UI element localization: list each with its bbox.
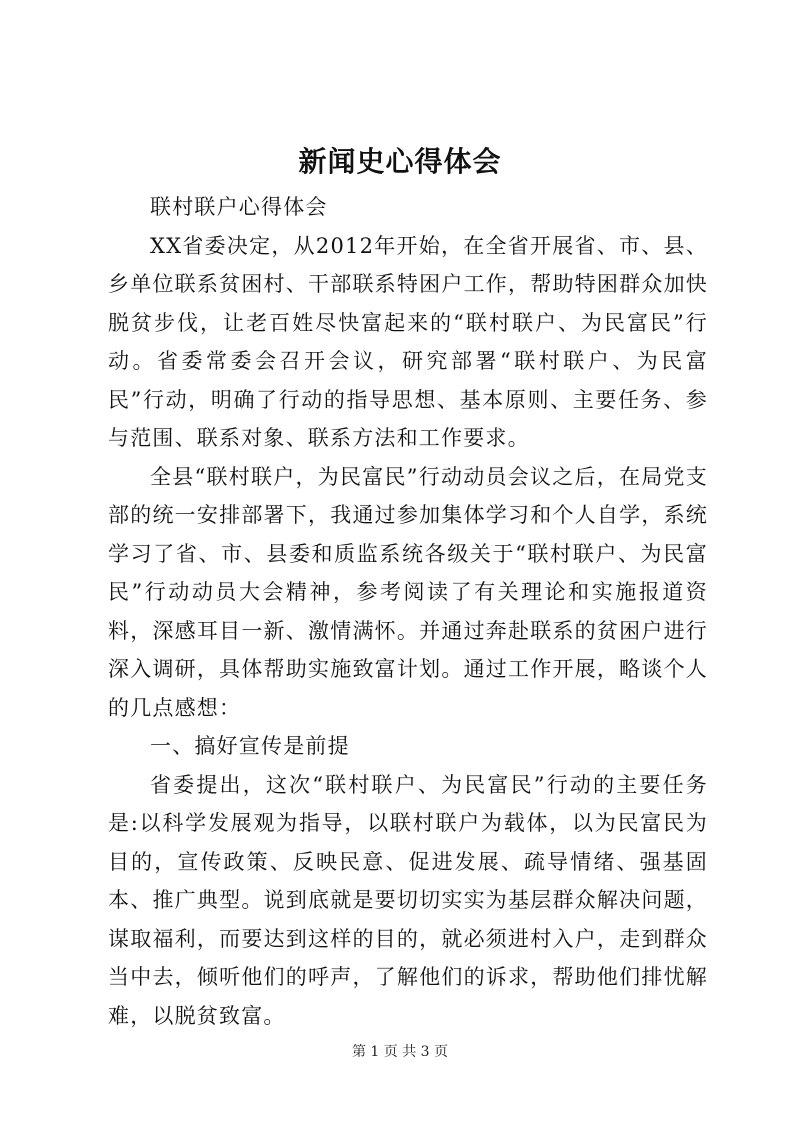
body-paragraph-2: 全县“联村联户，为民富民”行动动员会议之后，在局党支部的统一安排部署下，我通过参加集体学习和个人自学，系统学习了省、市、县委和质监系统各级关于“联村联户、为民富民”行动动员大会精神，参考阅读了有关理论和实施报道资料，深感耳目一新、激情满怀。并通过奔赴联系的贫困户进行深入调研，具体帮助实施致富计划。通过工作开展，略谈个人的几点感想：	[108, 464, 708, 720]
document-body	[108, 188, 708, 1035]
body-paragraph-3: 省委提出，这次“联村联户、为民富民”行动的主要任务是:以科学发展观为指导，以联村联户为载体，以为民富民为目的，宣传政策、反映民意、促进发展、疏导情绪、强基固本、推广典型。说到底就是要切切实实为基层群众解决问题，谋取福利，而要达到这样的目的，就必须进村入户，走到群众当中去，倾听他们的呼声，了解他们的诉求，帮助他们排忧解难，以脱贫致富。	[108, 772, 708, 1028]
subtitle-paragraph: 联村联户心得体会	[150, 195, 328, 219]
body-paragraph-1: XX省委决定，从2012年开始，在全省开展省、市、县、乡单位联系贫困村、干部联系特困户工作，帮助特困群众加快脱贫步伐，让老百姓尽快富起来的“联村联户、为民富民”行动。省委常委会召开会议，研究部署“联村联户、为民富民”行动，明确了行动的指导思想、基本原则、主要任务、参与范围、联系对象、联系方法和工作要求。	[108, 233, 708, 450]
section-heading-1: 一、搞好宣传是前提	[150, 734, 350, 758]
page-footer: 第 1 页 共 3 页	[351, 1044, 449, 1060]
document-title: 新闻史心得体会	[298, 145, 502, 178]
